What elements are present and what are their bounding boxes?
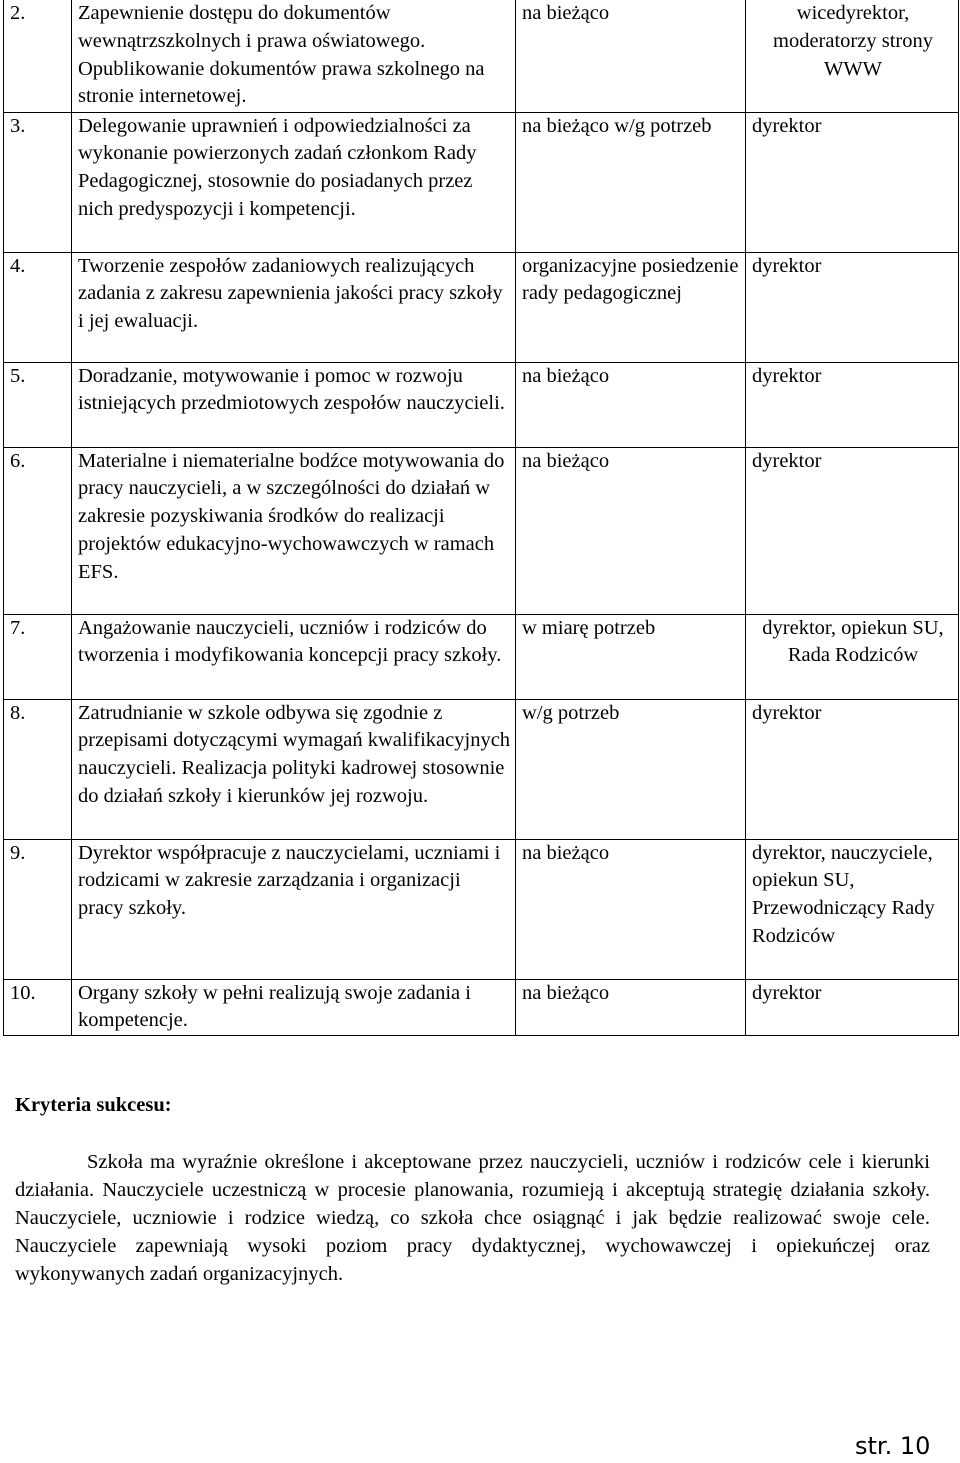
table-row — [4, 0, 959, 112]
task-number: 2. — [4, 0, 72, 112]
table-row — [4, 839, 959, 979]
task-responsible: dyrektor, nauczyciele, opiekun SU, Przewodniczący Rady Rodziców — [746, 839, 959, 979]
table-row — [4, 614, 959, 699]
task-responsible: dyrektor — [746, 699, 959, 839]
task-timing: na bieżąco — [516, 0, 746, 112]
task-timing: na bieżąco — [516, 362, 746, 447]
task-number: 7. — [4, 614, 72, 699]
task-responsible: dyrektor — [746, 447, 959, 614]
task-description: Zatrudnianie w szkole odbywa się zgodnie z przepisami dotyczącymi wymagań kwalifikacyjnych nauczycieli. Realizacja polityki kadrowej stosownie do działań szkoły i kierunków jej rozwoju. — [72, 699, 516, 839]
task-timing: na bieżąco w/g potrzeb — [516, 112, 746, 252]
task-timing: na bieżąco — [516, 979, 746, 1036]
task-responsible: dyrektor — [746, 979, 959, 1036]
task-responsible: dyrektor — [746, 112, 959, 252]
task-timing: organizacyjne posiedzenie rady pedagogicznej — [516, 252, 746, 362]
task-number: 4. — [4, 252, 72, 362]
task-responsible: dyrektor — [746, 252, 959, 362]
table-row — [4, 252, 959, 362]
table-body — [4, 0, 959, 1036]
task-description: Tworzenie zespołów zadaniowych realizujących zadania z zakresu zapewnienia jakości pracy szkoły i jej ewaluacji. — [72, 252, 516, 362]
table-row — [4, 699, 959, 839]
task-description: Doradzanie, motywowanie i pomoc w rozwoju istniejących przedmiotowych zespołów nauczycieli. — [72, 362, 516, 447]
task-description: Organy szkoły w pełni realizują swoje zadania i kompetencje. — [72, 979, 516, 1036]
task-timing: na bieżąco — [516, 839, 746, 979]
task-timing: w miarę potrzeb — [516, 614, 746, 699]
table-row — [4, 447, 959, 614]
task-description: Delegowanie uprawnień i odpowiedzialności za wykonanie powierzonych zadań członkom Rady Pedagogicznej, stosownie do posiadanych przez nich predyspozycji i kompetencji. — [72, 112, 516, 252]
task-timing: na bieżąco — [516, 447, 746, 614]
task-description: Angażowanie nauczycieli, uczniów i rodziców do tworzenia i modyfikowania koncepcji pracy szkoły. — [72, 614, 516, 699]
task-timing: w/g potrzeb — [516, 699, 746, 839]
task-description: Materialne i niematerialne bodźce motywowania do pracy nauczycieli, a w szczególności do działań w zakresie pozyskiwania środków do realizacji projektów edukacyjno-wychowawczych w ramach EFS. — [72, 447, 516, 614]
table-row — [4, 112, 959, 252]
task-responsible: wicedyrektor, moderatorzy strony WWW — [746, 0, 959, 112]
task-number: 5. — [4, 362, 72, 447]
table-row — [4, 979, 959, 1036]
task-number: 10. — [4, 979, 72, 1036]
task-description: Dyrektor współpracuje z nauczycielami, uczniami i rodzicami w zakresie zarządzania i organizacji pracy szkoły. — [72, 839, 516, 979]
task-number: 9. — [4, 839, 72, 979]
action-plan-table — [3, 0, 959, 1036]
success-criteria-heading: Kryteria sukcesu: — [15, 1094, 172, 1116]
task-description: Zapewnienie dostępu do dokumentów wewnątrzszkolnych i prawa oświatowego. Opublikowanie dokumentów prawa szkolnego na stronie internetowej. — [72, 0, 516, 112]
table-row — [4, 362, 959, 447]
page-number: str. 10 — [855, 1432, 931, 1460]
success-criteria-text: Szkoła ma wyraźnie określone i akceptowane przez nauczycieli, uczniów i rodziców cele i kierunki działania. Nauczyciele uczestniczą w procesie planowania, rozumieją i akceptują strategię działania szkoły. Nauczyciele, uczniowie i rodzice wiedzą, co szkoła chce osiągnąć i jak będzie realizować swoje cele. Nauczyciele zapewniają wysoki poziom pracy dydaktycznej, wychowawczej i opiekuńczej oraz wykonywanych zadań organizacyjnych. — [15, 1151, 930, 1285]
task-responsible: dyrektor — [746, 362, 959, 447]
task-number: 3. — [4, 112, 72, 252]
task-responsible: dyrektor, opiekun SU, Rada Rodziców — [746, 614, 959, 699]
task-number: 6. — [4, 447, 72, 614]
task-number: 8. — [4, 699, 72, 839]
